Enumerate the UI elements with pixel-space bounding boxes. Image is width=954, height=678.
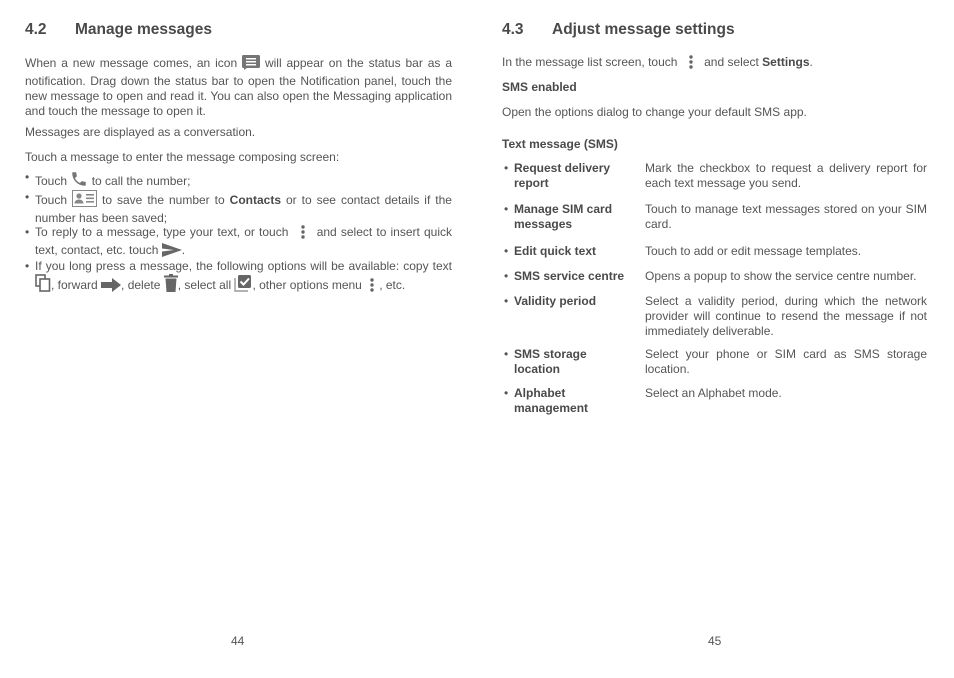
paragraph-composing: Touch a message to enter the message composing screen: <box>25 150 340 164</box>
section-number: 4.2 <box>25 21 47 38</box>
list-item-text: To reply to a message, type your text, or touch <box>35 225 289 239</box>
delete-icon <box>164 274 178 296</box>
setting-description: Touch to manage text messages stored on your SIM card. <box>645 202 927 231</box>
select-all-icon <box>234 274 252 296</box>
phone-icon <box>70 170 88 192</box>
list-item-text: and select to insert quick text, contact, etc. touch <box>35 225 453 257</box>
message-notification-icon <box>242 55 260 74</box>
paragraph-text: In the message list screen, touch <box>502 55 678 69</box>
paragraph-conversation: Messages are displayed as a conversation. <box>25 125 256 139</box>
sms-enabled-title: SMS enabled <box>502 80 577 94</box>
setting-description: Mark the checkbox to request a delivery report for each text message you send. <box>645 161 927 190</box>
more-options-icon <box>370 278 374 296</box>
bullet: • <box>504 294 509 308</box>
bullet: • <box>25 190 30 204</box>
section-heading-4-3 <box>502 21 735 39</box>
bullet: • <box>504 386 509 400</box>
setting-term: Validity period <box>514 294 597 308</box>
section-number: 4.3 <box>502 21 524 38</box>
paragraph-new-message <box>25 55 452 119</box>
setting-term: SMS service centre <box>514 269 625 283</box>
setting-term: Request delivery report <box>514 161 611 190</box>
forward-icon <box>101 278 121 296</box>
setting-description: Select a validity period, during which the network provider will continue to resend the message if not immediately deliverable. <box>645 294 927 338</box>
settings-label: Settings <box>762 55 810 69</box>
setting-description: Opens a popup to show the service centre number. <box>645 269 917 283</box>
text-message-title: Text message (SMS) <box>502 137 618 151</box>
list-item-text: Touch <box>35 174 68 188</box>
sms-enabled-text: Open the options dialog to change your default SMS app. <box>502 105 807 119</box>
bullet: • <box>504 347 509 361</box>
section-title: Manage messages <box>75 21 212 38</box>
contact-card-icon <box>72 190 97 211</box>
list-item-text: , forward <box>51 278 98 292</box>
list-item-text: . <box>181 243 186 257</box>
list-item-text: , other options menu <box>252 278 362 292</box>
paragraph-intro <box>502 55 927 73</box>
setting-description: Select your phone or SIM card as SMS storage location. <box>645 347 927 376</box>
page-number: 44 <box>231 634 245 648</box>
contacts-label: Contacts <box>229 193 281 207</box>
list-item-text: Touch <box>35 193 68 207</box>
setting-term: SMS storage location <box>514 347 587 376</box>
setting-term: Manage SIM card messages <box>514 202 613 231</box>
bullet: • <box>25 259 30 273</box>
list-item-text: , select all <box>177 278 232 292</box>
paragraph-text: will appear on the status bar as a notification. Drag down the status bar to open the Notification panel, touch the new message to open and read it. You can also open the Messaging application and touch the message to open it. <box>25 56 452 118</box>
list-item-text: to save the number to <box>102 193 225 207</box>
bullet: • <box>504 202 509 216</box>
list-item-text: , etc. <box>379 278 406 292</box>
list-item-text: or to see contact details if the number has been saved; <box>35 193 452 225</box>
more-options-icon <box>689 55 693 73</box>
list-item-text: , delete <box>121 278 161 292</box>
bullet: • <box>504 244 509 258</box>
copy-icon <box>35 274 51 296</box>
bullet: • <box>504 269 509 283</box>
more-options-icon <box>301 225 305 243</box>
paragraph-text: . <box>809 55 813 69</box>
setting-term: Edit quick text <box>514 244 597 258</box>
bullet: • <box>25 225 30 239</box>
setting-term: Alphabet management <box>514 386 589 415</box>
bullet: • <box>25 170 30 184</box>
page-number: 45 <box>708 634 722 648</box>
paragraph-text: and select <box>704 55 759 69</box>
bullet: • <box>504 161 509 175</box>
section-title: Adjust message settings <box>552 21 735 38</box>
section-heading-4-2 <box>25 21 212 39</box>
setting-description: Select an Alphabet mode. <box>645 386 782 400</box>
setting-description: Touch to add or edit message templates. <box>645 244 862 258</box>
paragraph-text: When a new message comes, an icon <box>25 56 238 70</box>
list-item-text: to call the number; <box>91 174 191 188</box>
list-item-text: If you long press a message, the following options will be available: copy text <box>35 259 452 273</box>
